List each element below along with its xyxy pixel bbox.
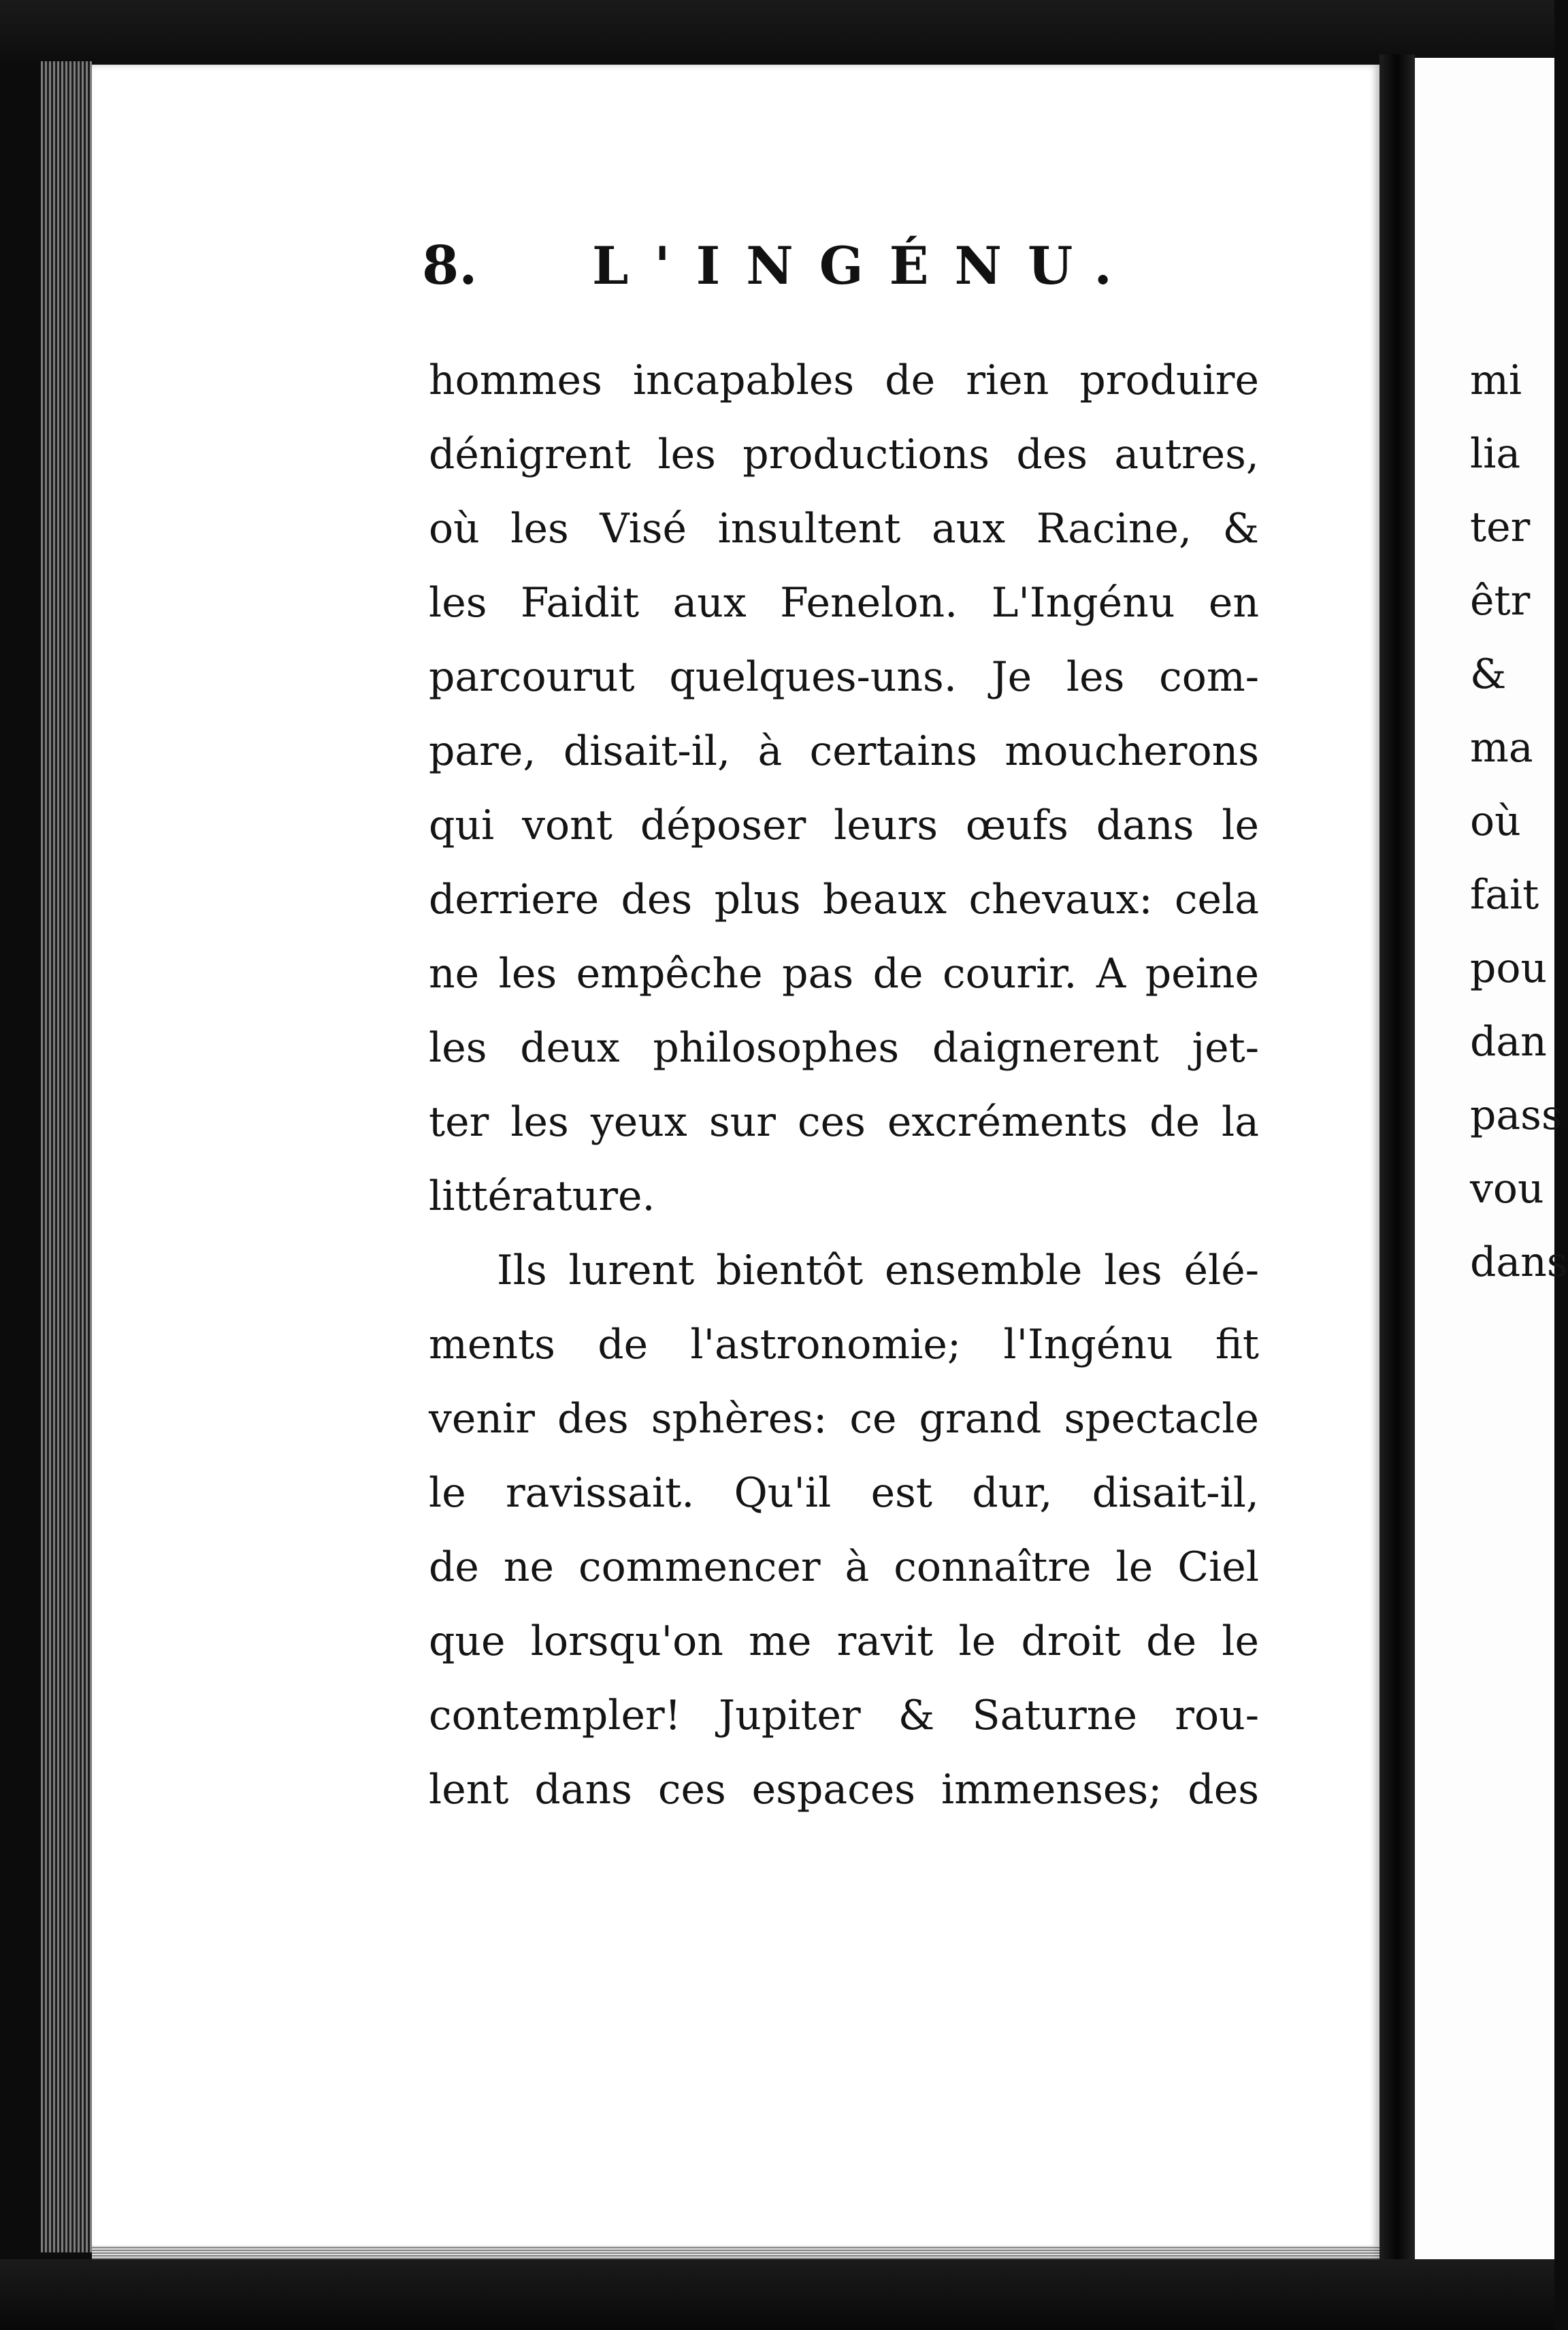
book-gutter [1379, 54, 1415, 2273]
scan-bottom-edge [0, 2259, 1554, 2330]
left-page-body [429, 344, 1259, 1827]
right-page-line: où [1470, 798, 1521, 845]
text-line: le ravissait. Qu'il est dur, disait-il, [429, 1469, 1259, 1517]
right-page-fragments [1470, 344, 1568, 1299]
page-number: 8. [422, 235, 478, 297]
right-page-line: pou [1470, 945, 1548, 992]
text-line: les Faidit aux Fenelon. L'Ingénu en [429, 579, 1259, 627]
text-line: pare, disait-il, à certains moucherons [429, 727, 1259, 775]
right-page-line: êtr [1470, 577, 1531, 625]
right-page-line: lia [1470, 430, 1521, 478]
text-line: parcourut quelques-uns. Je les com- [429, 653, 1259, 701]
right-page-line: ma [1470, 724, 1533, 772]
text-line: contempler! Jupiter & Saturne rou- [429, 1692, 1259, 1739]
right-page-line: & [1470, 651, 1507, 698]
running-head [422, 235, 1225, 297]
right-page-line: dans [1470, 1238, 1568, 1286]
text-line: les deux philosophes daignerent jet- [429, 1024, 1259, 1072]
right-page-line: dan [1470, 1018, 1547, 1066]
paragraph-start-line: Ils lurent bientôt ensemble les élé- [497, 1247, 1259, 1294]
text-line: de ne commencer à connaître le Ciel [429, 1543, 1259, 1591]
right-page-line: mi [1470, 357, 1522, 404]
right-page-line: fait [1470, 871, 1539, 919]
text-line: que lorsqu'on me ravit le droit de le [429, 1618, 1259, 1665]
text-line: ne les empêche pas de courir. A peine [429, 950, 1259, 998]
text-line: venir des sphères: ce grand spectacle [429, 1395, 1259, 1443]
text-line: dénigrent les productions des autres, [429, 431, 1259, 478]
text-line: ments de l'astronomie; l'Ingénu fit [429, 1321, 1259, 1368]
scan-top-edge [0, 0, 1554, 61]
page-stack-bottom-edge [92, 2246, 1379, 2261]
right-page-line: ter [1470, 504, 1531, 551]
page-stack-left-edge [41, 61, 92, 2252]
right-page-line: pass [1470, 1092, 1563, 1139]
text-line: où les Visé insultent aux Racine, & [429, 505, 1259, 553]
right-page-line: vou [1470, 1165, 1544, 1213]
text-line: ter les yeux sur ces excréments de la [429, 1098, 1259, 1146]
running-title: L'INGÉNU. [592, 235, 1138, 296]
text-line: hommes incapables de rien produire [429, 357, 1259, 404]
text-line: qui vont déposer leurs œufs dans le [429, 802, 1259, 849]
text-line: derriere des plus beaux chevaux: cela [429, 876, 1259, 923]
text-line: lent dans ces espaces immenses; des [429, 1766, 1259, 1814]
text-line: littérature. [429, 1172, 655, 1220]
